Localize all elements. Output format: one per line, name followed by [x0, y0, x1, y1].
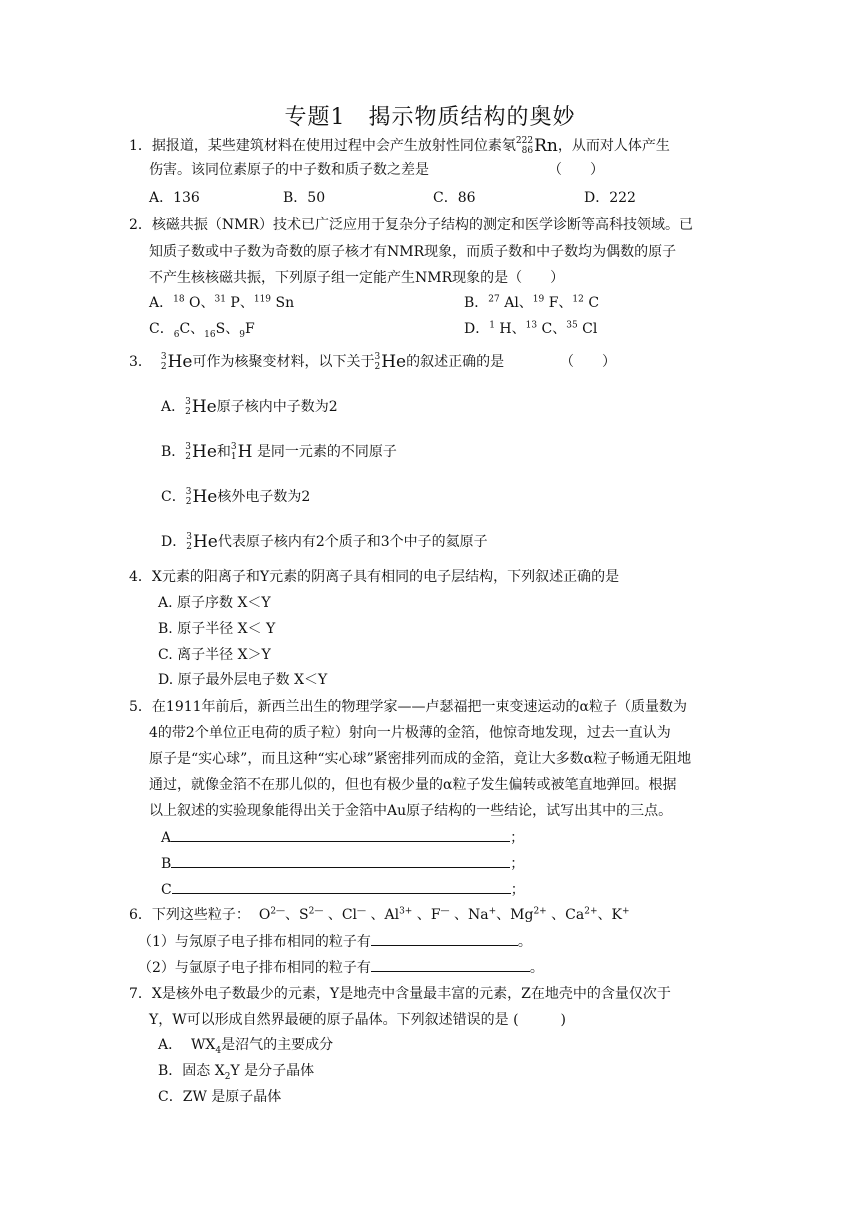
ion-separator: 、: [285, 907, 300, 923]
period: 。: [517, 934, 532, 950]
q1-option-c: C．86: [433, 190, 476, 206]
q1-text-a: 1．据报道，某些建筑材料在使用过程中会产生放射性同位素氡: [129, 138, 516, 154]
q2-option-b: [464, 293, 599, 313]
semicolon: ；: [510, 830, 525, 846]
q5-line3: 原子是“实心球”，而且这种“实心球”紧密排列而成的金箔，竟让大多数α粒子畅通无阻地: [149, 751, 692, 767]
symbol: Al、: [504, 295, 533, 311]
ion-charge: +: [621, 906, 630, 917]
q6-ion-list: [259, 907, 630, 923]
q3-text-a: 可作为核聚变材料，以下关于: [192, 354, 375, 370]
q6-sub2-text: （2）与氩原子电子排布相同的粒子有: [138, 960, 371, 976]
subscript: 2: [224, 1071, 231, 1082]
ion-charge: —: [440, 906, 450, 917]
ion-cl: [342, 907, 385, 923]
symbol: He: [192, 532, 218, 552]
q1-option-a: A．136: [149, 190, 200, 206]
q1-text-b: ，从而对人体产生: [557, 138, 670, 154]
q7-option-b-text: Y 是分子晶体: [230, 1063, 315, 1079]
symbol: He: [192, 487, 218, 507]
symbol: C、: [179, 321, 205, 337]
q3-option-d-text: 代表原子核内有2个质子和3个中子的氦原子: [217, 534, 488, 550]
q5-line5: 以上叙述的实验现象能得出关于金箔中Au原子结构的一些结论，试写出其中的三点。: [149, 803, 673, 819]
ion-separator: 、: [366, 907, 385, 923]
atomic-number: 2: [185, 407, 191, 417]
q1-option-d: D．222: [584, 190, 636, 206]
mass-number: 3: [230, 442, 237, 452]
ion-symbol: Cl: [341, 907, 358, 923]
ion-separator: 、: [323, 907, 342, 923]
q2-option-d-label: D．: [464, 321, 490, 337]
q3-text-b: 的叙述正确的是: [406, 354, 505, 370]
ion-charge: 2—: [270, 906, 286, 917]
q2-option-a-label: A．: [149, 295, 174, 311]
symbol: F、: [548, 295, 573, 311]
q5-blank-a: [161, 827, 524, 848]
period: 。: [529, 960, 544, 976]
q7-option-b-label: B．: [158, 1063, 183, 1079]
q3-option-a: [161, 397, 338, 417]
q5-blank-b-label: B: [161, 856, 172, 872]
symbol: Cl: [582, 321, 598, 337]
q3-option-b: [161, 442, 397, 462]
ion-symbol: Na: [467, 907, 489, 923]
ion-separator: 、: [597, 907, 612, 923]
q3-option-d: [161, 532, 488, 552]
symbol: Sn: [275, 295, 295, 311]
q2-line2: 知质子数或中子数为奇数的原子核才有NMR现象，而质子数和中子数均为偶数的原子: [149, 244, 677, 260]
q6-sub1-text: （1）与氖原子电子排布相同的粒子有: [138, 934, 371, 950]
page-title: 专题1 揭示物质结构的奥妙: [284, 105, 576, 130]
q3-number: 3．: [129, 354, 152, 370]
symbol: He: [191, 397, 217, 417]
q3-stem: [129, 352, 504, 372]
semicolon: ；: [510, 882, 525, 898]
q3-option-c-text: 核外电子数为2: [217, 489, 311, 505]
q5-line2: 4的带2个单位正电荷的质子粒）射向一片极薄的金箔，他惊奇地发现，过去一直认为: [149, 725, 671, 741]
q3-option-b-and: 和: [216, 444, 231, 460]
q6-stem: [129, 905, 630, 925]
atomic-number: 2: [160, 362, 167, 372]
ion-ca: [565, 907, 611, 923]
q1-mass-number: 222: [515, 136, 534, 146]
q5-line1: 5．在1911年前后，新西兰出生的物理学家——卢瑟福把一束变速运动的α粒子（质量数为: [129, 699, 687, 715]
helium3-nuclide: [186, 532, 218, 552]
helium3-nuclide: [161, 352, 193, 372]
q7-option-a: [158, 1035, 333, 1055]
q1-option-b: B．50: [283, 190, 326, 206]
q2-option-c-label: C．: [149, 321, 174, 337]
mass-number: 119: [253, 294, 272, 305]
symbol: He: [381, 352, 407, 372]
atomic-number: 2: [185, 497, 192, 507]
helium3-nuclide: [185, 442, 217, 462]
ion-charge: 3+: [399, 906, 413, 917]
q1-line2: [149, 160, 429, 180]
subscript: 4: [215, 1045, 222, 1056]
q5-blank-b: [161, 853, 524, 874]
atomic-number: 2: [186, 542, 192, 552]
mass-number: 3: [374, 352, 381, 362]
q1-atomic-number: 86: [521, 146, 534, 156]
q7-line1: 7．X是核外电子数最少的元素，Y是地壳中含量最丰富的元素，Z在地壳中的含量仅次于: [129, 986, 671, 1002]
symbol: He: [192, 442, 217, 462]
ion-symbol: Ca: [565, 907, 585, 923]
q7-option-a-label: A．: [158, 1037, 183, 1053]
mass-number: 35: [566, 320, 578, 331]
ion-s: [299, 907, 342, 923]
q3-option-c-label: C．: [161, 489, 186, 505]
ion-symbol: F: [430, 907, 441, 923]
mass-number: 3: [185, 397, 191, 407]
symbol: P、: [230, 295, 254, 311]
atomic-number: 2: [374, 362, 381, 372]
q3-option-d-label: D．: [161, 534, 187, 550]
atomic-number: 9: [239, 329, 245, 340]
ion-charge: 2+: [533, 906, 547, 917]
ion-al: [384, 907, 430, 923]
q2-line3: 不产生核核磁共振，下列原子组一定能产生NMR现象的是（ ）: [149, 270, 565, 286]
q2-option-d: [464, 319, 597, 339]
mass-number: 3: [186, 532, 192, 542]
formula: WX: [191, 1037, 216, 1053]
q7-line2: Y，W可以形成自然界最硬的原子晶体。下列叙述错误的是 ( ): [149, 1012, 567, 1028]
symbol: H: [237, 442, 253, 462]
q6-sub2: [138, 957, 544, 978]
q2-line1: 2．核磁共振（NMR）技术已广泛应用于复杂分子结构的测定和医学诊断等高科技领域。已: [129, 217, 694, 233]
ion-separator: 、: [496, 907, 511, 923]
q5-answer-line-c[interactable]: [172, 879, 511, 894]
symbol: C: [588, 295, 600, 311]
ion-separator: 、: [412, 907, 431, 923]
ion-k: [612, 907, 630, 923]
q7-option-a-text: 是沼气的主要成分: [221, 1037, 334, 1053]
q3-option-b-text: 是同一元素的不同原子: [256, 444, 397, 460]
q4-option-b: B. 原子半径 X＜ Y: [158, 621, 276, 637]
q2-option-a: [149, 293, 294, 313]
q4-option-a: A. 原子序数 X＜Y: [158, 595, 271, 611]
ion-symbol: Al: [384, 907, 400, 923]
q3-option-a-label: A．: [161, 399, 186, 415]
mass-number: 31: [214, 294, 226, 305]
mass-number: 18: [173, 294, 185, 305]
ion-symbol: K: [611, 907, 622, 923]
ion-o: [259, 907, 299, 923]
q2-option-c: [149, 319, 255, 339]
q3-option-b-label: B．: [161, 444, 186, 460]
symbol: O、: [189, 295, 215, 311]
q2-option-b-label: B．: [464, 295, 489, 311]
ion-f: [431, 907, 468, 923]
q6-stem-text: 6．下列这些粒子：: [129, 907, 250, 923]
tritium-nuclide: [231, 442, 253, 462]
mass-number: 27: [488, 294, 500, 305]
formula: 固态 X: [182, 1063, 225, 1079]
ion-separator: 、: [449, 907, 468, 923]
mass-number: 3: [185, 487, 192, 497]
q7-option-b: [158, 1061, 314, 1081]
q5-blank-a-label: A: [161, 830, 172, 846]
q1-line1: [129, 136, 670, 156]
mass-number: 19: [532, 294, 545, 305]
ion-separator: 、: [546, 907, 566, 923]
q3-option-a-text: 原子核内中子数为2: [216, 399, 338, 415]
mass-number: 3: [185, 442, 192, 452]
q7-option-c-label: C．: [158, 1089, 183, 1105]
q5-answer-line-b[interactable]: [171, 853, 510, 868]
atomic-number: 6: [173, 329, 180, 340]
q7-option-c: [158, 1087, 281, 1107]
symbol: C、: [541, 321, 567, 337]
q3-answer-bracket: （ ）: [560, 354, 616, 370]
q7-option-c-text: ZW 是原子晶体: [182, 1089, 282, 1105]
ion-symbol: O: [258, 907, 271, 923]
q1-radon-nuclide: [516, 136, 558, 156]
symbol: He: [167, 352, 193, 372]
q1-element-symbol: Rn: [534, 136, 558, 156]
symbol: S、: [215, 321, 240, 337]
helium3-nuclide: [186, 487, 218, 507]
q5-blank-c: [161, 879, 525, 900]
q6-sub1: [138, 931, 532, 952]
mass-number: 1: [489, 320, 495, 331]
q5-blank-c-label: C: [161, 882, 172, 898]
ion-charge: 2+: [584, 906, 598, 917]
ion-mg: [510, 907, 565, 923]
q5-answer-line-a[interactable]: [171, 827, 510, 842]
atomic-number: 1: [230, 452, 237, 462]
q6-answer-line-2[interactable]: [371, 957, 530, 972]
helium3-nuclide: [374, 352, 406, 372]
ion-charge: —: [357, 906, 367, 917]
ion-symbol: Mg: [510, 907, 534, 923]
symbol: H、: [499, 321, 526, 337]
ion-symbol: S: [299, 907, 309, 923]
atomic-number: 16: [204, 329, 216, 340]
q3-option-c: [161, 487, 310, 507]
q1-line2-text: 伤害。该同位素原子的中子数和质子数之差是: [149, 162, 429, 178]
mass-number: 13: [525, 320, 538, 331]
q6-answer-line-1[interactable]: [371, 931, 518, 946]
ion-na: [468, 907, 510, 923]
semicolon: ；: [510, 856, 525, 872]
q5-line4: 通过，就像金箔不在那儿似的，但也有极少量的α粒子发生偏转或被笔直地弹回。根据: [149, 777, 677, 793]
ion-charge: +: [488, 906, 497, 917]
mass-number: 3: [160, 352, 167, 362]
q4-option-d: D. 原子最外层电子数 X＜Y: [158, 672, 328, 688]
symbol: F: [244, 321, 255, 337]
mass-number: 12: [572, 294, 584, 305]
q4-option-c: C. 离子半径 X＞Y: [158, 647, 271, 663]
q1-answer-bracket: （ ）: [548, 162, 604, 178]
q4-stem: 4．X元素的阳离子和Y元素的阴离子具有相同的电子层结构，下列叙述正确的是: [129, 569, 620, 585]
atomic-number: 2: [185, 452, 192, 462]
helium3-nuclide: [185, 397, 217, 417]
ion-charge: 2—: [308, 906, 324, 917]
